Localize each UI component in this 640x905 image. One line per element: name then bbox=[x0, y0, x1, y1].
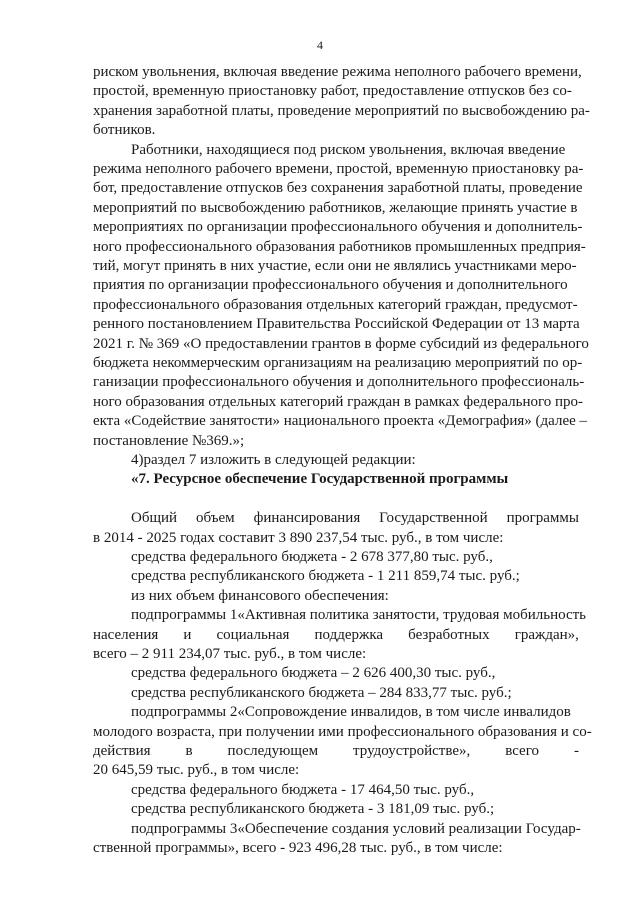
paragraph-2-line: ного профессионального образования работников промышленных предприя- bbox=[93, 238, 586, 255]
word: граждан», bbox=[514, 626, 579, 643]
total-financing-amount: в 2014 - 2025 годах составит 3 890 237,54 тыс. руб., в том числе: bbox=[93, 529, 504, 546]
word: финансирования bbox=[253, 510, 361, 527]
paragraph-1-line: хранения заработной платы, проведение мероприятий по высвобождению ра- bbox=[93, 102, 590, 119]
paragraph-2-line: ганизации профессионального обучения и дополнительного профессиональ- bbox=[93, 374, 585, 391]
word: поддержка bbox=[314, 626, 384, 643]
paragraph-2-line: приятия по организации профессионального обучения и дополнительного bbox=[93, 277, 568, 294]
paragraph-2-line: мероприятиях по организации профессионального обучения и дополнитель- bbox=[93, 219, 583, 236]
paragraph-2-line: ного образования отдельных категорий граждан в рамках федерального про- bbox=[93, 393, 584, 410]
word: безработных bbox=[408, 626, 490, 643]
subprogram-2-federal: средства федерального бюджета - 17 464,50 тыс. руб., bbox=[131, 781, 475, 798]
paragraph-2-line: режима неполного рабочего времени, простой, временную приостановку ра- bbox=[93, 161, 584, 177]
subprogram-3-line: ственной программы», всего - 923 496,28 тыс. руб., в том числе: bbox=[93, 840, 503, 856]
word: Общий bbox=[131, 510, 178, 527]
paragraph-1-line: ботников. bbox=[93, 122, 156, 139]
word: действия bbox=[93, 743, 151, 759]
paragraph-2-line: екта «Содействие занятости» национального проекта «Демография» (далее – bbox=[93, 413, 588, 430]
word: в bbox=[185, 743, 193, 759]
paragraph-2-line: тий, могут принять в них участие, если они не являлись участниками меро- bbox=[93, 258, 577, 274]
paragraph-2-line: бот, предоставление отпусков без сохранения заработной платы, проведение bbox=[93, 180, 583, 197]
word: - bbox=[573, 743, 579, 759]
subprogram-1-line: подпрограммы 1«Активная политика занятости, трудовая мобильность bbox=[131, 607, 587, 624]
paragraph-2-line: Работники, находящиеся под риском увольнения, включая введение bbox=[131, 141, 566, 158]
word: объем bbox=[196, 510, 235, 527]
subprogram-1-line bbox=[93, 625, 579, 645]
subprogram-2-total: 20 645,59 тыс. руб., в том числе: bbox=[93, 762, 300, 779]
paragraph-2-line: постановление №369.»; bbox=[93, 432, 245, 449]
subprogram-1-total: всего – 2 911 234,07 тыс. руб., в том числе: bbox=[93, 646, 367, 662]
subprogram-1-republic: средства республиканского бюджета – 284 833,77 тыс. руб.; bbox=[131, 684, 512, 701]
paragraph-2-line: 2021 г. № 369 «О предоставлении грантов в форме субсидий из федерального bbox=[93, 335, 589, 352]
word: населения bbox=[93, 626, 159, 643]
total-financing-line bbox=[131, 508, 579, 528]
section-heading: «7. Ресурсное обеспечение Государственной программы bbox=[131, 471, 509, 488]
word: трудоустройстве», bbox=[353, 743, 471, 759]
word: программы bbox=[506, 510, 579, 527]
paragraph-2-line: ренного постановлением Правительства Российской Федерации от 13 марта bbox=[93, 316, 580, 333]
word: социальная bbox=[216, 626, 290, 643]
word: Государственной bbox=[379, 510, 488, 527]
word: всего bbox=[505, 743, 539, 759]
page-number: 4 bbox=[317, 38, 323, 52]
total-federal-budget: средства федерального бюджета - 2 678 377,80 тыс. руб., bbox=[131, 549, 493, 565]
paragraph-1-line: риском увольнения, включая введение режима неполного рабочего времени, bbox=[93, 64, 582, 80]
paragraph-2-line: профессионального образования отдельных категорий граждан, предусмот- bbox=[93, 296, 578, 313]
total-republic-budget: средства республиканского бюджета - 1 211 859,74 тыс. руб.; bbox=[131, 568, 520, 585]
item-4-line: 4)раздел 7 изложить в следующей редакции: bbox=[131, 452, 416, 468]
paragraph-2-line: мероприятий по высвобождению работников, желающие принять участие в bbox=[93, 199, 578, 216]
of-which-line: из них объем финансового обеспечения: bbox=[131, 587, 389, 604]
subprogram-3-line: подпрограммы 3«Обеспечение создания условий реализации Государ- bbox=[131, 820, 581, 837]
subprogram-1-federal: средства федерального бюджета – 2 626 400,30 тыс. руб., bbox=[131, 665, 496, 682]
subprogram-2-line: подпрограммы 2«Сопровождение инвалидов, в том числе инвалидов bbox=[131, 704, 571, 721]
paragraph-2-line: бюджета некоммерческим организациям на реализацию мероприятий по ор- bbox=[93, 355, 583, 371]
paragraph-1-line: простой, временную приостановку работ, предоставление отпусков без со- bbox=[93, 83, 572, 100]
word: и bbox=[183, 626, 192, 643]
subprogram-2-republic: средства республиканского бюджета - 3 181,09 тыс. руб.; bbox=[131, 801, 495, 818]
word: последующем bbox=[227, 743, 319, 759]
subprogram-2-line: молодого возраста, при получении ими профессионального образования и со- bbox=[93, 723, 592, 740]
subprogram-2-line bbox=[93, 741, 579, 761]
